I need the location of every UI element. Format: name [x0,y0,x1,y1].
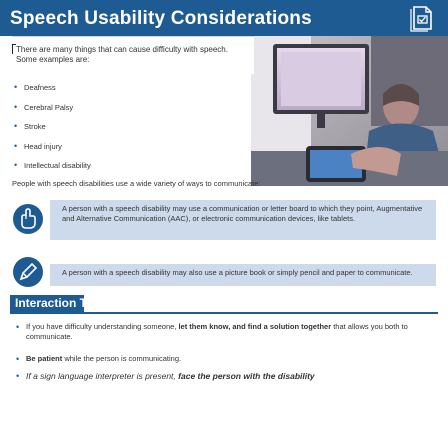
list-item: • Intellectual disability [12,161,242,181]
causes-list [12,83,242,181]
page-title: Speech Usability Considerations [10,8,312,29]
list-item: • Stroke [12,122,242,142]
hand-pointing-icon [13,204,43,234]
document-checklist-icon [408,4,438,32]
list-item: • Deafness [12,83,242,103]
communication-paragraph: People with speech disabilities use a wide variety of ways to communicate: [12,179,261,188]
pencil-icon [13,257,43,287]
intro-box [12,36,254,74]
list-item: • Cerebral Palsy [12,103,242,123]
tip-item [12,354,432,370]
tip-emphasis: face the person with the disability [178,371,315,381]
tip-text: If a sign language interpreter is present, [26,371,179,381]
info-text: A person with a speech disability may also use a picture book or simply pencil and paper to communicate. [62,268,413,277]
info-text: A person with a speech disability may use a communication or letter board to which they point, Augmentative and Alternative Communication (AAC), or electronic communication devices, like tablets. [62,204,423,223]
tip-emphasis: Be patient [26,354,63,363]
tips-list [12,322,432,390]
tip-emphasis: let them know, and find a solution together [178,322,332,331]
list-item: • Head injury [12,142,242,162]
tip-text: that allows you both to communicate. [26,322,408,341]
tip-item [12,322,432,354]
info-box-picture-book [50,264,436,286]
photo-person-using-tablet [251,36,448,186]
section-title: Interaction Tips [10,295,84,312]
tip-item [12,370,432,390]
info-box-communication-board [50,200,436,240]
tip-text: while the person is communicating. [62,354,182,363]
tip-text: If you have difficulty understanding someone, [26,322,179,331]
section-divider [10,312,438,314]
intro-text: There are many things that can cause difficulty with speech. Some examples are: [16,45,228,64]
